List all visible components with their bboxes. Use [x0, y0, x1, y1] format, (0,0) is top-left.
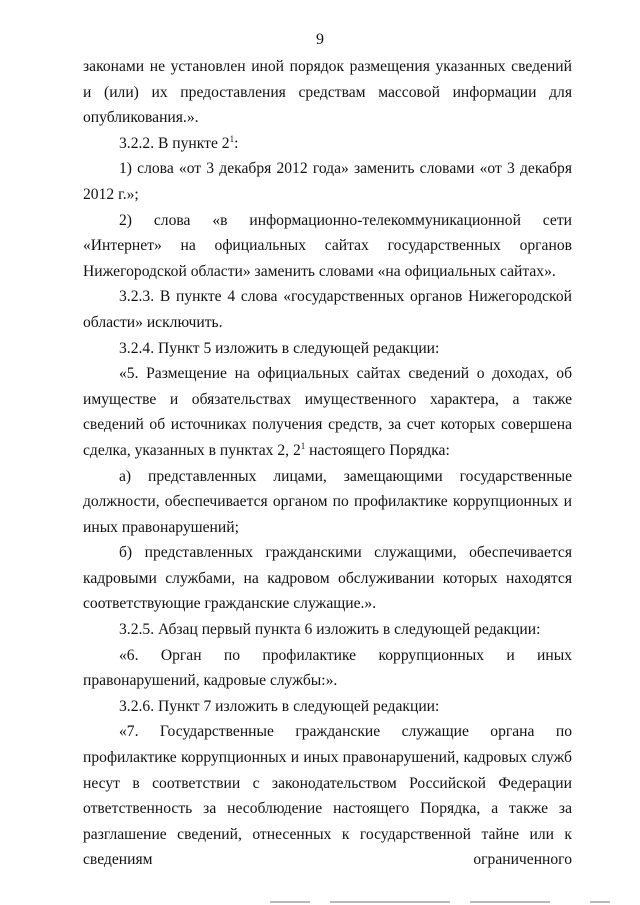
paragraph-text: настоящего Порядка:	[305, 441, 450, 459]
superscript: 1	[229, 133, 235, 144]
paragraph-text: «5. Размещение на официальных сайтах сведений о доходах, об имуществе и обязательствах имущественного характера, а также сведений об источниках получения средств, за счет которых совершена сделка, указанных в пунктах 2, 2	[83, 365, 572, 459]
paragraph-3-2-3: 3.2.3. В пункте 4 слова «государственных органов Нижегородской области» исключить.	[83, 288, 572, 331]
paragraph-quote-6: «6. Орган по профилактике коррупционных и иных правонарушений, кадровые службы:».	[83, 646, 572, 690]
paragraph-text: 3.2.2. В пункте 2	[119, 134, 230, 152]
paragraph-continuation: законами не установлен иной порядок размещения указанных сведений и (или) их предоставления средствам массовой информации для опубликования.».	[83, 58, 572, 127]
paragraph-3-2-6: 3.2.6. Пункт 7 изложить в следующей редакции:	[119, 697, 440, 715]
paragraph-3-2-4: 3.2.4. Пункт 5 изложить в следующей редакции:	[119, 339, 440, 357]
scan-artifact	[270, 901, 310, 903]
paragraph-item-a: а) представленных лицами, замещающими государственные должности, обеспечивается органом по профилактике коррупционных и иных правонарушений;	[83, 467, 572, 536]
paragraph-item-2: 2) слова «в информационно-телекоммуникационной сети «Интернет» на официальных сайтах государственных органов Нижегородской области» заменить словами «на официальных сайтах».	[83, 211, 572, 280]
paragraph-quote-7: «7. Государственные гражданские служащие органа по профилактике коррупционных и иных правонарушений, кадровых служб несут в соответствии с законодательством Российской Федерации ответственность за несоблюдение настоящего Порядка, а также за разглашение сведений, отнесенных к государственной тайне или к сведениям ограниченного	[83, 723, 572, 869]
paragraph-item-1: 1) слова «от 3 декабря 2012 года» заменить словами «от 3 декабря 2012 г.»;	[83, 160, 572, 203]
scan-artifact	[470, 901, 550, 903]
paragraph-quote-5	[83, 361, 572, 463]
superscript: 1	[300, 440, 306, 451]
paragraph-item-b: б) представленных гражданскими служащими, обеспечивается кадровыми службами, на кадровом обслуживании которых находятся соответствующие гражданские служащие.».	[83, 544, 572, 613]
scan-artifact	[590, 901, 610, 903]
paragraph-3-2-2	[83, 131, 572, 157]
page-number: 9	[316, 31, 324, 48]
scan-artifact	[330, 901, 450, 903]
paragraph-text: :	[234, 134, 239, 152]
document-body	[83, 54, 572, 873]
paragraph-3-2-5: 3.2.5. Абзац первый пункта 6 изложить в следующей редакции:	[119, 621, 541, 639]
